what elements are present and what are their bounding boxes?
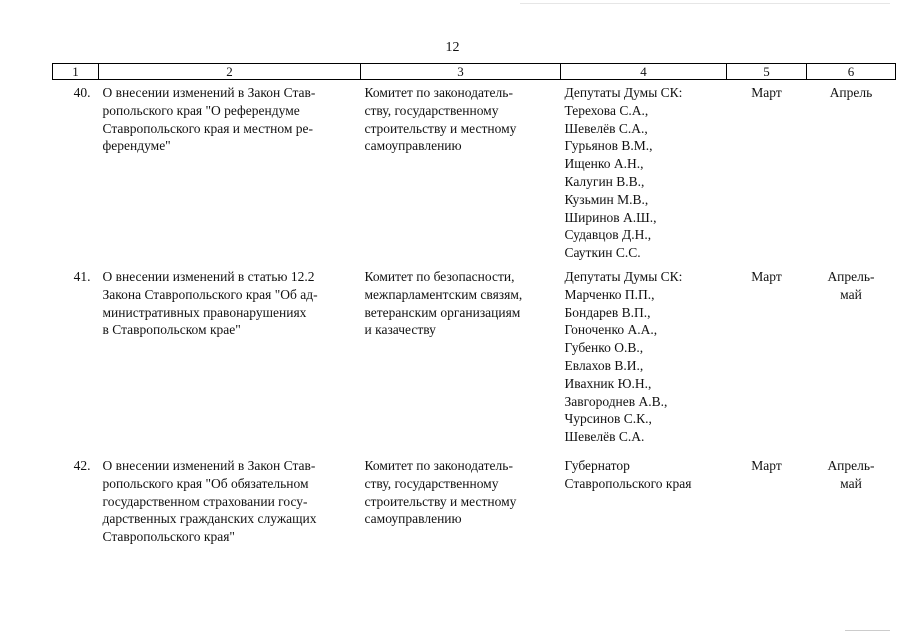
responsible-committee: Комитет по законодатель- ству, государственному строительству и местному самоуправлению xyxy=(364,85,517,154)
first-reading-month: Март xyxy=(751,458,782,473)
column-number-6: 6 xyxy=(807,64,896,80)
scan-artifact xyxy=(845,630,890,631)
first-reading-month: Март xyxy=(751,269,782,284)
initiator: Депутаты Думы СК: Марченко П.П., Бондарев В.П., Гоноченко А.А., Губенко О.В., Евлахов В.И., Ивахник Ю.Н., Завгороднев А.В., Чурсинов С.К., Шевелёв С.А. xyxy=(564,269,683,445)
row-number: 42. xyxy=(73,458,91,473)
responsible-committee: Комитет по безопасности, межпарламентским связям, ветеранским организациям и казачеству xyxy=(364,269,523,338)
table-row xyxy=(53,264,896,453)
table-row xyxy=(53,80,896,265)
bill-title: О внесении изменений в статью 12.2 Закона Ставропольского края "Об ад- министративных правонарушениях в Ставропольском крае" xyxy=(102,269,318,338)
column-number-1: 1 xyxy=(53,64,99,80)
bill-title: О внесении изменений в Закон Став- ропольского края "Об обязательном государственном страховании госу- дарственных гражданских служащих Ставропольского края" xyxy=(102,458,317,545)
first-reading-month: Март xyxy=(751,85,782,100)
column-number-3: 3 xyxy=(361,64,561,80)
column-number-header-row xyxy=(53,64,896,80)
plan-table xyxy=(52,63,896,567)
page-number: 12 xyxy=(445,40,460,55)
column-number-2: 2 xyxy=(99,64,361,80)
bill-title: О внесении изменений в Закон Став- ропольского края "О референдуме Ставропольского края и местном ре- ферендуме" xyxy=(102,85,316,154)
scan-artifact xyxy=(520,3,890,4)
adoption-month: Апрель- май xyxy=(827,458,875,491)
column-number-4: 4 xyxy=(561,64,727,80)
responsible-committee: Комитет по законодатель- ству, государственному строительству и местному самоуправлению xyxy=(364,458,517,527)
initiator: Губернатор Ставропольского края xyxy=(564,458,692,491)
adoption-month: Апрель xyxy=(829,85,873,100)
column-number-5: 5 xyxy=(727,64,807,80)
row-number: 41. xyxy=(73,269,91,284)
row-number: 40. xyxy=(73,85,91,100)
adoption-month: Апрель- май xyxy=(827,269,875,302)
table-row xyxy=(53,453,896,567)
initiator: Депутаты Думы СК: Терехова С.А., Шевелёв С.А., Гурьянов В.М., Ищенко А.Н., Калугин В.В., Кузьмин М.В., Ширинов А.Ш., Судавцов Д.Н., Сауткин С.С. xyxy=(564,85,683,261)
